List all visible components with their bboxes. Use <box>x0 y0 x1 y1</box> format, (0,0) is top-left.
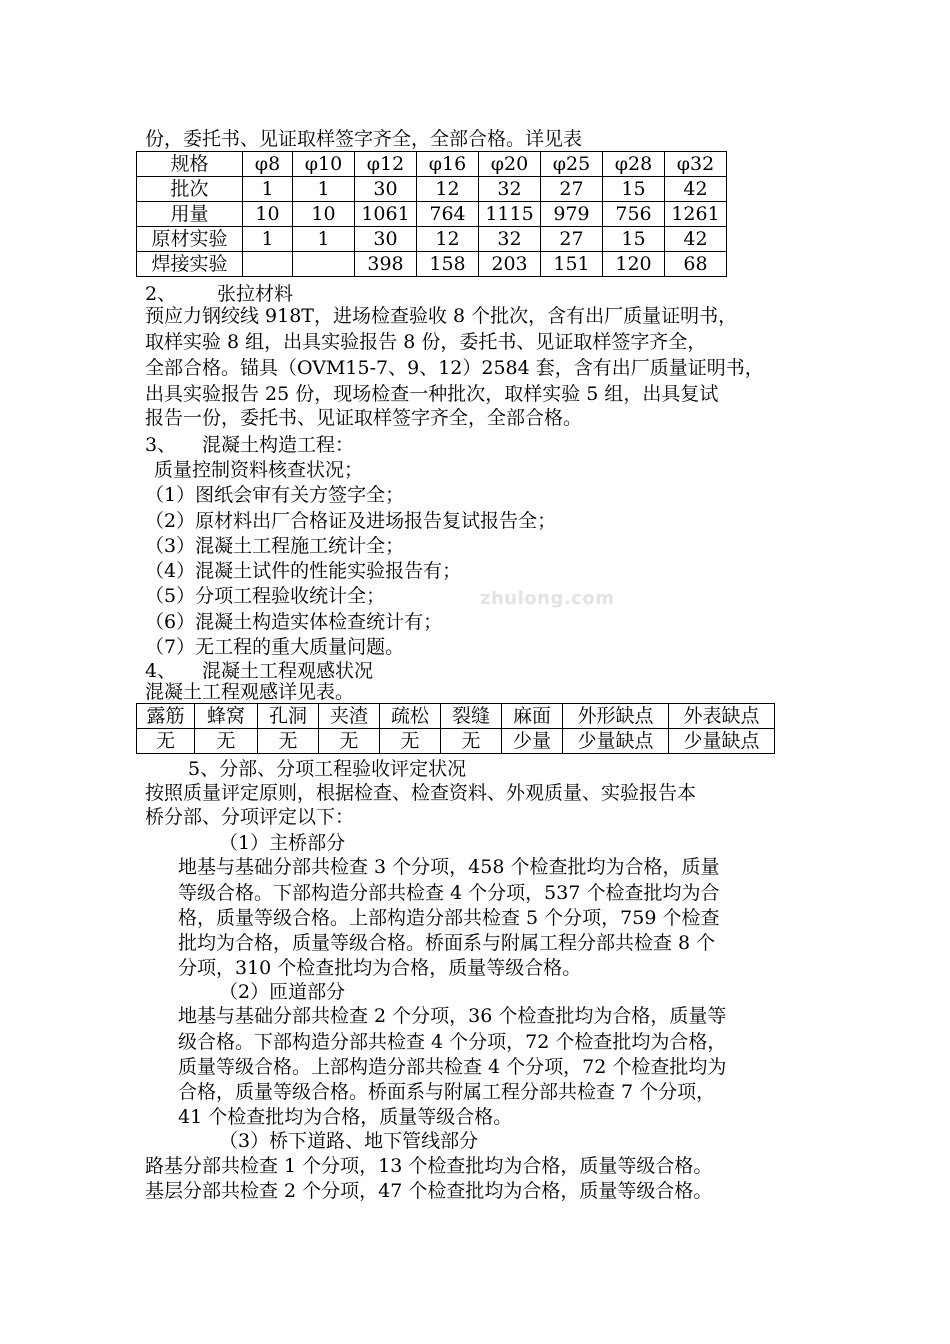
paragraph-line: 桥分部、分项评定以下： <box>145 806 355 828</box>
table-cell: 27 <box>541 177 603 202</box>
rebar-table <box>136 151 727 277</box>
table-cell: 151 <box>541 252 603 277</box>
table-cell: 32 <box>479 177 541 202</box>
part-3-heading: （3）桥下道路、地下管线部分 <box>219 1130 479 1152</box>
list-item: （7）无工程的重大质量问题。 <box>145 636 405 658</box>
table-cell: 15 <box>603 227 665 252</box>
table-header-cell: φ25 <box>541 152 603 177</box>
table-row <box>137 252 727 277</box>
table-header-cell: φ20 <box>479 152 541 177</box>
section-3-heading-number: 3、 <box>145 434 177 456</box>
list-item: （6）混凝土构造实体检查统计有； <box>145 611 443 633</box>
table-cell: 无 <box>319 729 380 754</box>
table-cell: 42 <box>665 227 727 252</box>
list-item: （1）图纸会审有关方签字全； <box>145 484 405 506</box>
paragraph-line: 批均为合格，质量等级合格。桥面系与附属工程分部共检查 8 个 <box>178 932 716 954</box>
table-header-cell: 蜂窝 <box>195 704 258 729</box>
table-cell: 10 <box>243 202 293 227</box>
intro-line: 份，委托书、见证取样签字齐全，全部合格。详见表 <box>145 128 583 150</box>
section-4-heading-number: 4、 <box>145 660 177 682</box>
table-cell: 少量缺点 <box>563 729 669 754</box>
table-cell: 68 <box>665 252 727 277</box>
table-cell <box>243 252 293 277</box>
table-cell: 少量缺点 <box>669 729 775 754</box>
part-2-heading: （2）匝道部分 <box>219 981 346 1003</box>
table-header-cell: 规格 <box>137 152 243 177</box>
table-row <box>137 227 727 252</box>
table-header-cell: 外表缺点 <box>669 704 775 729</box>
section-2-heading: 张拉材料 <box>217 283 294 305</box>
table-header-cell: 麻面 <box>502 704 563 729</box>
table-header-cell: 疏松 <box>380 704 441 729</box>
table-header-cell: 夹渣 <box>319 704 380 729</box>
table-cell: 无 <box>380 729 441 754</box>
appearance-table <box>136 703 775 754</box>
watermark: zhulong.com <box>480 588 615 609</box>
section-3-intro: 质量控制资料核查状况； <box>154 459 364 481</box>
paragraph-line: 地基与基础分部共检查 2 个分项，36 个检查批均为合格，质量等 <box>178 1005 727 1027</box>
section-2-heading-number: 2、 <box>145 283 177 305</box>
table-cell: 756 <box>603 202 665 227</box>
table-header-cell: φ32 <box>665 152 727 177</box>
table-cell: 30 <box>355 227 417 252</box>
section-3-heading: 混凝土构造工程： <box>202 434 355 456</box>
table-cell: 30 <box>355 177 417 202</box>
table-cell: 398 <box>355 252 417 277</box>
paragraph-line: 格，质量等级合格。上部构造分部共检查 5 个分项，759 个检查 <box>178 907 720 929</box>
table-cell: 764 <box>417 202 479 227</box>
section-4-heading: 混凝土工程观感状况 <box>202 660 374 682</box>
table-cell: 无 <box>258 729 319 754</box>
table-cell: 12 <box>417 227 479 252</box>
table-cell: 无 <box>137 729 195 754</box>
section-4-intro: 混凝土工程观感详见表。 <box>145 681 355 703</box>
table-cell: 1 <box>243 177 293 202</box>
table-cell: 10 <box>293 202 355 227</box>
paragraph-line: 出具实验报告 25 份，现场检查一种批次，取样实验 5 组，出具复试 <box>145 383 719 405</box>
table-cell: 42 <box>665 177 727 202</box>
paragraph-line: 按照质量评定原则，根据检查、检查资料、外观质量、实验报告本 <box>145 782 697 804</box>
table-header-cell: φ16 <box>417 152 479 177</box>
table-cell: 1 <box>243 227 293 252</box>
section-5-heading: 5、分部、分项工程验收评定状况 <box>188 758 467 780</box>
table-cell: 27 <box>541 227 603 252</box>
paragraph-line: 预应力钢绞线 918T，进场检查验收 8 个批次，含有出厂质量证明书， <box>145 305 738 327</box>
paragraph-line: 报告一份，委托书、见证取样签字齐全，全部合格。 <box>145 407 583 429</box>
paragraph-line: 41 个检查批均为合格，质量等级合格。 <box>178 1106 513 1128</box>
table-header-cell: φ8 <box>243 152 293 177</box>
list-item: （4）混凝土试件的性能实验报告有； <box>145 560 462 582</box>
table-cell <box>293 252 355 277</box>
table-header-cell: 裂缝 <box>441 704 502 729</box>
table-row <box>137 729 775 754</box>
paragraph-line: 级合格。下部构造分部共检查 4 个分项，72 个检查批均为合格， <box>178 1031 727 1053</box>
table-cell: 无 <box>195 729 258 754</box>
table-cell: 原材实验 <box>137 227 243 252</box>
paragraph-line: 取样实验 8 组，出具实验报告 8 份，委托书、见证取样签字齐全， <box>145 331 707 353</box>
part-1-heading: （1）主桥部分 <box>219 832 346 854</box>
table-cell: 979 <box>541 202 603 227</box>
table-cell: 1 <box>293 227 355 252</box>
table-cell: 用量 <box>137 202 243 227</box>
table-cell: 32 <box>479 227 541 252</box>
table-row <box>137 177 727 202</box>
paragraph-line: 全部合格。锚具（OVM15-7、9、12）2584 套，含有出厂质量证明书， <box>145 357 764 379</box>
table-header-cell: φ12 <box>355 152 417 177</box>
table-cell: 203 <box>479 252 541 277</box>
table-cell: 158 <box>417 252 479 277</box>
list-item: （5）分项工程验收统计全； <box>145 585 386 607</box>
appearance-table-header-row <box>137 704 775 729</box>
table-cell: 15 <box>603 177 665 202</box>
list-item: （2）原材料出厂合格证及进场报告复试报告全； <box>145 510 557 532</box>
paragraph-line: 等级合格。下部构造分部共检查 4 个分项，537 个检查批均为合 <box>178 882 720 904</box>
table-header-cell: φ10 <box>293 152 355 177</box>
paragraph-line: 基层分部共检查 2 个分项，47 个检查批均为合格，质量等级合格。 <box>145 1180 713 1202</box>
table-cell: 少量 <box>502 729 563 754</box>
table-cell: 焊接实验 <box>137 252 243 277</box>
table-cell: 1061 <box>355 202 417 227</box>
paragraph-line: 质量等级合格。上部构造分部共检查 4 个分项，72 个检查批均为 <box>178 1056 727 1078</box>
paragraph-line: 路基分部共检查 1 个分项，13 个检查批均为合格，质量等级合格。 <box>145 1155 713 1177</box>
table-row <box>137 202 727 227</box>
table-header-cell: φ28 <box>603 152 665 177</box>
table-cell: 1115 <box>479 202 541 227</box>
paragraph-line: 分项，310 个检查批均为合格，质量等级合格。 <box>178 957 582 979</box>
table-cell: 1261 <box>665 202 727 227</box>
table-cell: 12 <box>417 177 479 202</box>
paragraph-line: 地基与基础分部共检查 3 个分项，458 个检查批均为合格，质量 <box>178 856 720 878</box>
table-cell: 批次 <box>137 177 243 202</box>
rebar-table-header-row <box>137 152 727 177</box>
table-cell: 无 <box>441 729 502 754</box>
list-item: （3）混凝土工程施工统计全； <box>145 535 405 557</box>
table-header-cell: 外形缺点 <box>563 704 669 729</box>
table-cell: 1 <box>293 177 355 202</box>
paragraph-line: 合格，质量等级合格。桥面系与附属工程分部共检查 7 个分项， <box>178 1081 716 1103</box>
table-cell: 120 <box>603 252 665 277</box>
table-header-cell: 露筋 <box>137 704 195 729</box>
table-header-cell: 孔洞 <box>258 704 319 729</box>
